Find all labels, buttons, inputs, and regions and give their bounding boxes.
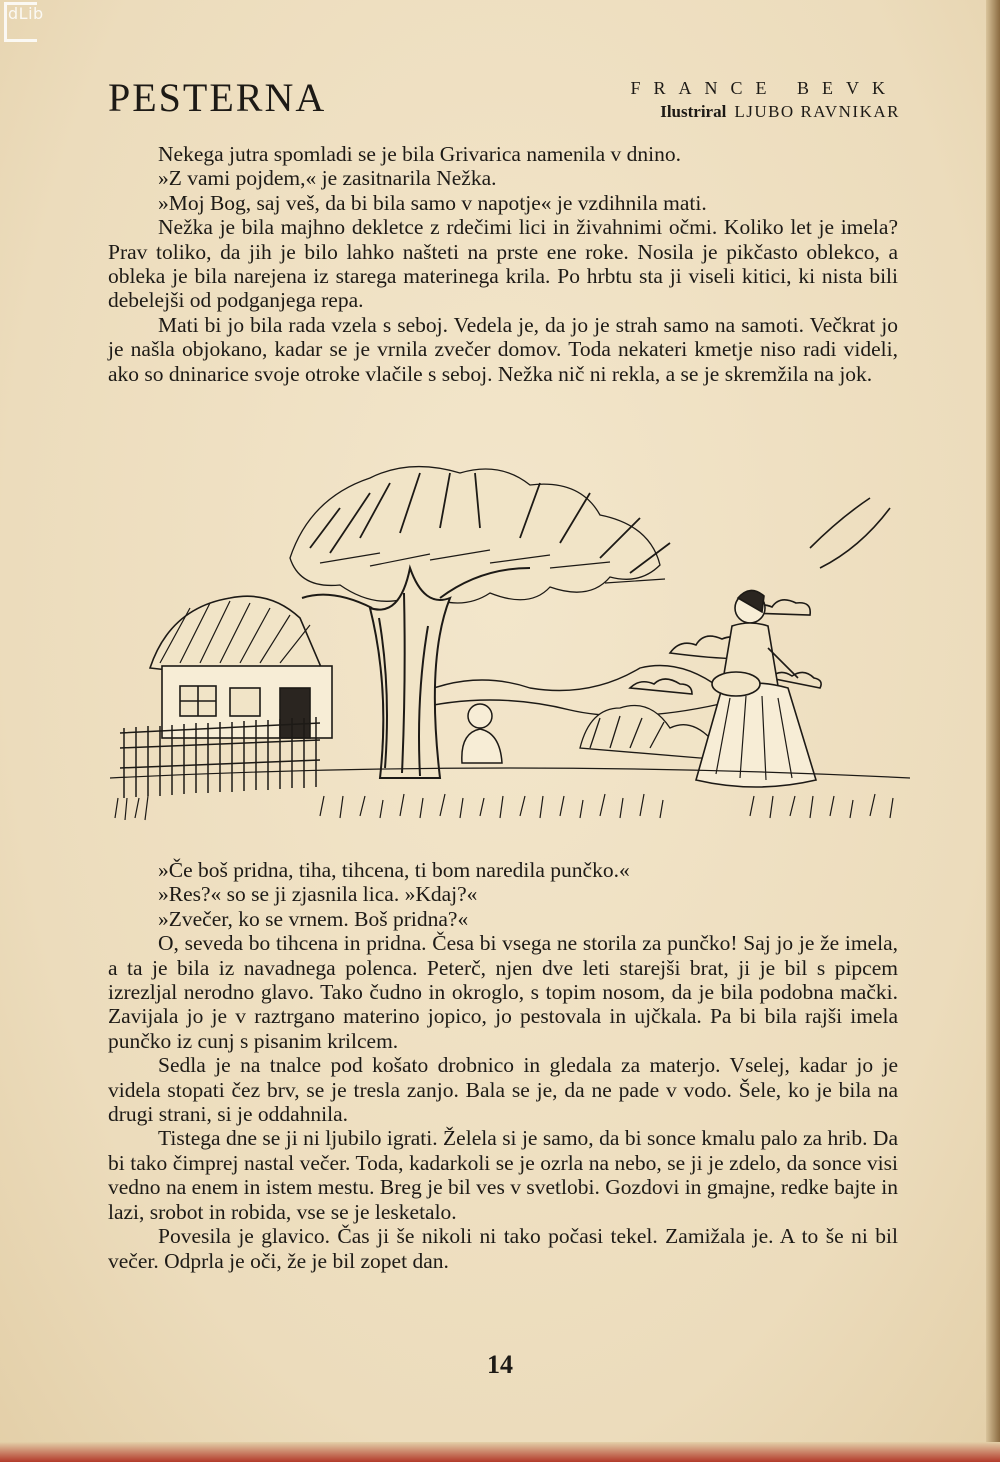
paragraph: Tistega dne se ji ni ljubilo igrati. Želela si je samo, da bi sonce kmalu palo za hrib. Da bi tako čimprej nastal večer. Toda, kadarkoli se je ozrla na nebo, se ji je zdelo, da sonce visi vedno na enem in istem mestu. Breg je bil ves v svetlobi. Gozdovi in gmajne, redke bajte in lazi, srobot in robida, vse se je lesketalo.	[108, 1126, 898, 1224]
page-number: 14	[487, 1350, 513, 1379]
text-block-bottom	[108, 858, 898, 1273]
paragraph: Mati bi jo bila rada vzela s seboj. Vedela je, da jo je strah samo na samoti. Večkrat jo je našla objokano, kadar se je vrnila zvečer domov. Toda nekateri kmetje niso radi videli, ako so dninarice svoje otroke vlačile s seboj. Nežka nič ni rekla, a se je skremžila na jok.	[108, 312, 898, 386]
walking-woman	[696, 590, 816, 787]
cottage	[150, 596, 332, 738]
paragraph: Nekega jutra spomladi se je bila Grivarica namenila v dnino.	[158, 142, 681, 166]
paragraph: »Res?« so se ji zjasnila lica. »Kdaj?«	[158, 882, 478, 907]
paragraph: »Moj Bog, saj veš, da bi bila samo v napotje« je vzdihnila mati.	[158, 190, 707, 215]
paragraph: Sedla je na tnalce pod košato drobnico in gledala za materjo. Vselej, kadar jo je videla stopati čez brv, se je tresla zanjo. Bala se je, da ne pade v vodo. Šele, ko je bila na drugi strani, si je oddahnila.	[108, 1053, 898, 1127]
paragraph: »Če boš pridna, tiha, tihcena, ti bom naredila punčko.«	[158, 858, 630, 882]
paragraph: Povesila je glavico. Čas ji še nikoli ni tako počasi tekel. Zamižala je. A to še ni bil večer. Odprla je oči, že je bil zopet dan.	[108, 1224, 898, 1273]
paragraph: »Zvečer, ko se vrnem. Boš pridna?«	[158, 906, 469, 931]
illustrator-name: LJUBO RAVNIKAR	[734, 102, 900, 121]
seated-child	[462, 704, 502, 763]
page-bottom-edge	[0, 1442, 1000, 1462]
text-block-top	[108, 142, 898, 386]
story-title: PESTERNA	[108, 75, 327, 120]
illustrator-line	[660, 102, 900, 122]
paragraph: O, seveda bo tihcena in pridna. Česa bi vsega ne storila za punčko! Saj jo je že imela, a ta je bila iz navadnega polenca. Peterč, njen dve leti starejši brat, ji je bil s pipcem izrezljal nerodno glavo. Tako čudno in okroglo, s topim nosom, da je bila podobna mački. Zavijala jo je v raztrgano materino jopico, jo pestovala in ujčkala. Pa bi bila rajši imela punčko iz cunj s pisanim krilcem.	[108, 931, 898, 1053]
story-illustration	[110, 448, 910, 840]
illustrator-label: Ilustriral	[660, 102, 727, 121]
tree-canopy	[290, 467, 670, 603]
watermark-logo: dLib	[8, 4, 44, 23]
page-spine-shadow	[986, 0, 1000, 1462]
bushes	[580, 706, 713, 759]
author-name: FRANCE BEVK	[630, 78, 898, 98]
paragraph: Nežka je bila majhno dekletce z rdečimi lici in živahnimi očmi. Koliko let je imela? Prav toliko, da jih je bilo lahko našteti na prste ene roke. Nosila je pikčasto oblekco, a obleka je bila narejena iz starega materinega krila. Po hrbtu sta ji viseli kitici, ki nista bili debelejši od podganjega repa.	[108, 215, 898, 313]
distant-hills	[410, 666, 720, 716]
paragraph: »Z vami pojdem,« je zasitnarila Nežka.	[158, 166, 497, 191]
